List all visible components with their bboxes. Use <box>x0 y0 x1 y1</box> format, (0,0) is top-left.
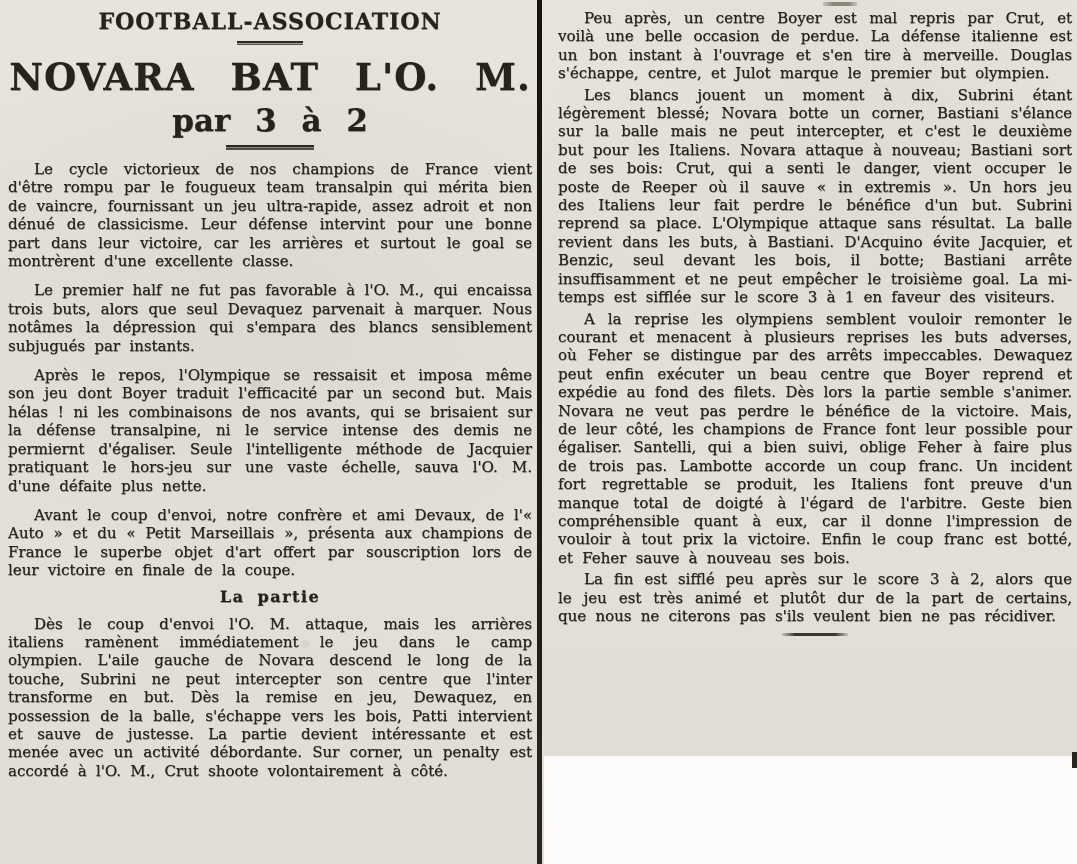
kicker-underline-rule <box>237 41 303 45</box>
right-column <box>558 0 1072 636</box>
article-paragraph: Après le repos, l'Olympique se ressaisit et imposa même son jeu dont Boyer traduit l'efficacité par un second but. Mais hélas ! ni les combinaisons de nos avants, qui se brisaient sur la défense transalpine, ni le service intense des demis ne permiernt d'égaliser. Seule l'intelligente méthode de Jacquier pratiquant le hors-jeu sur une vaste échelle, sauva l'O. M. d'une défaite plus nette. <box>8 366 532 495</box>
end-of-article-rule <box>782 633 848 636</box>
section-kicker: FOOTBALL-ASSOCIATION <box>98 9 442 35</box>
left-column <box>8 0 532 791</box>
article-paragraph: La fin est sifflé peu après sur le score 3 à 2, alors que le jeu est très animé et plutôt dur de la part de certains, que nous ne citerons pas s'ils veulent bien ne pas récidiver. <box>558 570 1072 625</box>
article-paragraph: Avant le coup d'envoi, notre confrère et ami Devaux, de l'« Auto » et du « Petit Marseillais », présenta aux champions de France le superbe objet d'art offert par souscription lors de leur victoire en finale de la coupe. <box>8 505 532 580</box>
article-paragraph: Les blancs jouent un moment à dix, Subrini étant légèrement blessé; Novara botte un corner, Bastiani s'élance sur la balle mais ne peut intercepter, et c'est le deuxième but pour les Italiens. Novara attaque à nouveau; Bastiani sort de ses bois: Crut, qui a senti le danger, vient occuper le poste de Reeper où il sauve « in extremis ». Un hors jeu des Italiens leur fait perdre le bénéfice d'un but. Subrini reprend sa place. L'Olympique attaque sans résultat. La balle revient dans les buts, à Bastiani. D'Acquino évite Jacquier, et Benzic, seul devant les bois, il botte; Bastiani arrête insuffisamment et ne peut empêcher le troisième goal. La mi-temps est sifflée sur le score 3 à 1 en faveur des visiteurs. <box>558 85 1072 307</box>
article-subheadline: par 3 à 2 <box>172 103 368 139</box>
blank-paper-area <box>544 756 1077 864</box>
article-subheading: La partie <box>219 586 321 606</box>
article-headline: NOVARA BAT L'O. M. <box>9 55 531 99</box>
article-paragraph: Le premier half ne fut pas favorable à l'O. M., qui encaissa trois buts, alors que seul Devaquez parvenait à marquer. Nous notâmes la dépression qui s'empara des blancs sensiblement subjugués par instants. <box>8 281 532 355</box>
article-paragraph: Le cycle victorieux de nos champions de France vient d'être rompu par le fougueux team transalpin qui mérita bien de vaincre, fournissant un jeu ultra-rapide, assez adroit et non dénué de classicisme. Leur défense intervint pour une bonne part dans leur victoire, car les arrières et surtout le goal se montrèrent d'une excellente classe. <box>8 160 532 271</box>
column-divider-rule <box>537 0 542 864</box>
article-paragraph: Peu après, un centre Boyer est mal repris par Crut, et voilà une belle occasion de perdue. La défense italienne est un bon instant à l'ouvrage et s'en tire à merveille. Douglas s'échappe, centre, et Julot marque le premier but olympien. <box>558 9 1072 83</box>
article-paragraph: Dès le coup d'envoi l'O. M. attaque, mais les arrières italiens ramènent immédiatement le jeu dans le camp olympien. L'aile gauche de Novara descend le long de la touche, Subrini ne peut intercepter son centre que l'inter transforme en but. Dès la remise en jeu, Dewaquez, en possession de la balle, s'échappe vers les bois, Patti intervient et sauve de justesse. La partie devient intéressante et est menée avec un activité débordante. Sur corner, un penalty est accordé à l'O. M., Crut shoote volontairement à côté. <box>8 614 532 780</box>
article-paragraph: A la reprise les olympiens semblent vouloir remonter le courant et menacent à plusieurs reprises les buts adverses, où Feher se distingue par des arrêts impeccables. Dewaquez peut enfin exécuter un beau centre que Boyer reprend et expédie au fond des filets. Dès lors la partie semble s'animer. Novara ne veut pas perdre le bénéfice de la victoire. Mais, de leur côté, les champions de France font leur possible pour égaliser. Santelli, qui a bien suivi, oblige Feher à faire plus de trois pas. Lambotte accorde un coup franc. Un incident fort regrettable se produit, les Italiens font preuve d'un manque total de doigté à l'égard de l'arbitre. Geste bien compréhensible quant à eux, car il donne l'impression de vouloir à tout prix la victoire. Enfin le coup franc est botté, et Feher sauve à nouveau ses bois. <box>558 309 1072 567</box>
edge-print-tick <box>1072 752 1077 768</box>
